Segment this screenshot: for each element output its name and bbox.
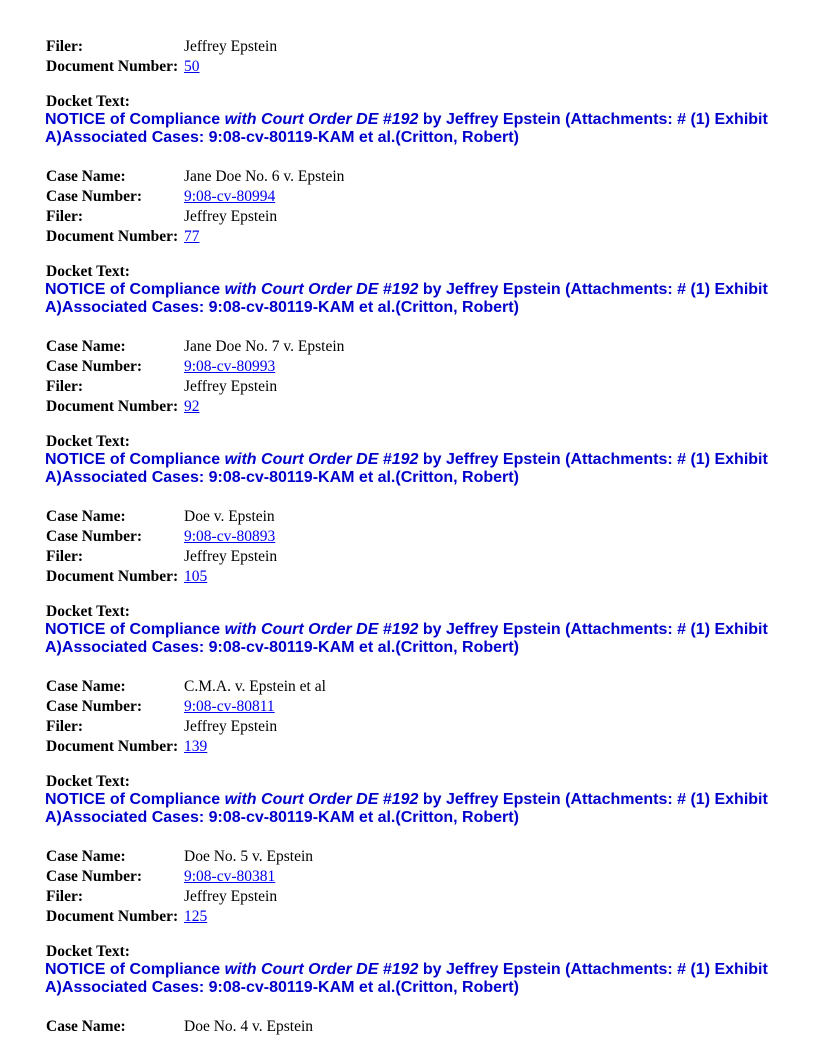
filer-value: Jeffrey Epstein	[184, 378, 278, 395]
docket-text-label: Docket Text:	[46, 943, 130, 960]
case-number-link[interactable]: 9:08-cv-80994	[184, 188, 276, 205]
document-number-link[interactable]: 125	[184, 908, 208, 925]
case-name-value: Doe No. 4 v. Epstein	[184, 1018, 314, 1035]
filer-label: Filer:	[46, 718, 84, 735]
filer-row	[46, 37, 776, 57]
filer-value: Jeffrey Epstein	[184, 208, 278, 225]
case-entry	[46, 507, 776, 587]
document-number-row	[46, 397, 776, 417]
docket-text-label: Docket Text:	[46, 263, 130, 280]
docket-text: NOTICE of Compliance with Court Order DE #192 by Jeffrey Epstein (Attachments: # (1) Exhibit A)Associated Cases: 9:08-cv-80119-KAM et al.(Critton, Robert)	[45, 961, 768, 996]
document-number-link[interactable]: 105	[184, 568, 208, 585]
case-name-value: Jane Doe No. 6 v. Epstein	[184, 168, 345, 185]
case-number-row	[46, 867, 776, 887]
document-number-link[interactable]: 50	[184, 58, 200, 75]
filer-label: Filer:	[46, 548, 84, 565]
case-number-link[interactable]: 9:08-cv-80811	[184, 698, 275, 715]
document-number-link[interactable]: 92	[184, 398, 200, 415]
document-number-row	[46, 57, 776, 77]
case-number-label: Case Number:	[46, 528, 142, 545]
case-number-link[interactable]: 9:08-cv-80381	[184, 868, 276, 885]
document-number-label: Document Number:	[46, 738, 179, 755]
document-number-label: Document Number:	[46, 908, 179, 925]
case-name-value: Doe No. 5 v. Epstein	[184, 848, 314, 865]
case-number-row	[46, 697, 776, 717]
case-entry	[46, 847, 776, 927]
case-name-label: Case Name:	[46, 678, 126, 695]
filer-row	[46, 547, 776, 567]
filer-label: Filer:	[46, 38, 84, 55]
filer-value: Jeffrey Epstein	[184, 38, 278, 55]
docket-text: NOTICE of Compliance with Court Order DE #192 by Jeffrey Epstein (Attachments: # (1) Exhibit A)Associated Cases: 9:08-cv-80119-KAM et al.(Critton, Robert)	[45, 621, 768, 656]
document-number-label: Document Number:	[46, 58, 179, 75]
case-name-value: Doe v. Epstein	[184, 508, 275, 525]
docket-text: NOTICE of Compliance with Court Order DE #192 by Jeffrey Epstein (Attachments: # (1) Exhibit A)Associated Cases: 9:08-cv-80119-KAM et al.(Critton, Robert)	[45, 111, 768, 146]
docket-text-label: Docket Text:	[46, 773, 130, 790]
case-name-label: Case Name:	[46, 168, 126, 185]
filer-value: Jeffrey Epstein	[184, 718, 278, 735]
case-name-row	[46, 337, 776, 357]
docket-text: NOTICE of Compliance with Court Order DE #192 by Jeffrey Epstein (Attachments: # (1) Exhibit A)Associated Cases: 9:08-cv-80119-KAM et al.(Critton, Robert)	[45, 451, 768, 486]
document-number-row	[46, 227, 776, 247]
case-entry	[46, 167, 776, 247]
case-number-label: Case Number:	[46, 188, 142, 205]
document-number-link[interactable]: 139	[184, 738, 208, 755]
document-number-row	[46, 907, 776, 927]
case-name-row	[46, 507, 776, 527]
case-name-row	[46, 167, 776, 187]
case-entry	[46, 37, 776, 77]
case-name-value: C.M.A. v. Epstein et al	[184, 678, 326, 695]
document-number-label: Document Number:	[46, 228, 179, 245]
document-number-row	[46, 737, 776, 757]
filer-label: Filer:	[46, 378, 84, 395]
case-number-label: Case Number:	[46, 868, 142, 885]
docket-text-label: Docket Text:	[46, 93, 130, 110]
case-name-label: Case Name:	[46, 848, 126, 865]
case-name-row	[46, 847, 776, 867]
case-entry	[46, 677, 776, 757]
docket-text-label: Docket Text:	[46, 603, 130, 620]
docket-text-label: Docket Text:	[46, 433, 130, 450]
case-number-link[interactable]: 9:08-cv-80993	[184, 358, 276, 375]
case-number-link[interactable]: 9:08-cv-80893	[184, 528, 276, 545]
case-entry	[46, 1017, 776, 1037]
filer-row	[46, 887, 776, 907]
filer-row	[46, 207, 776, 227]
filer-label: Filer:	[46, 888, 84, 905]
case-number-row	[46, 187, 776, 207]
case-number-row	[46, 527, 776, 547]
document-number-row	[46, 567, 776, 587]
docket-document	[46, 37, 776, 1053]
case-entry	[46, 337, 776, 417]
docket-text: NOTICE of Compliance with Court Order DE #192 by Jeffrey Epstein (Attachments: # (1) Exhibit A)Associated Cases: 9:08-cv-80119-KAM et al.(Critton, Robert)	[45, 281, 768, 316]
case-name-label: Case Name:	[46, 508, 126, 525]
filer-label: Filer:	[46, 208, 84, 225]
docket-text: NOTICE of Compliance with Court Order DE #192 by Jeffrey Epstein (Attachments: # (1) Exhibit A)Associated Cases: 9:08-cv-80119-KAM et al.(Critton, Robert)	[45, 791, 768, 826]
filer-row	[46, 377, 776, 397]
document-number-label: Document Number:	[46, 568, 179, 585]
case-name-row	[46, 677, 776, 697]
case-number-row	[46, 357, 776, 377]
case-name-row	[46, 1017, 776, 1037]
document-number-label: Document Number:	[46, 398, 179, 415]
case-name-value: Jane Doe No. 7 v. Epstein	[184, 338, 345, 355]
filer-value: Jeffrey Epstein	[184, 888, 278, 905]
case-number-label: Case Number:	[46, 358, 142, 375]
case-number-label: Case Number:	[46, 698, 142, 715]
filer-row	[46, 717, 776, 737]
document-number-link[interactable]: 77	[184, 228, 200, 245]
case-name-label: Case Name:	[46, 338, 126, 355]
filer-value: Jeffrey Epstein	[184, 548, 278, 565]
case-name-label: Case Name:	[46, 1018, 126, 1035]
